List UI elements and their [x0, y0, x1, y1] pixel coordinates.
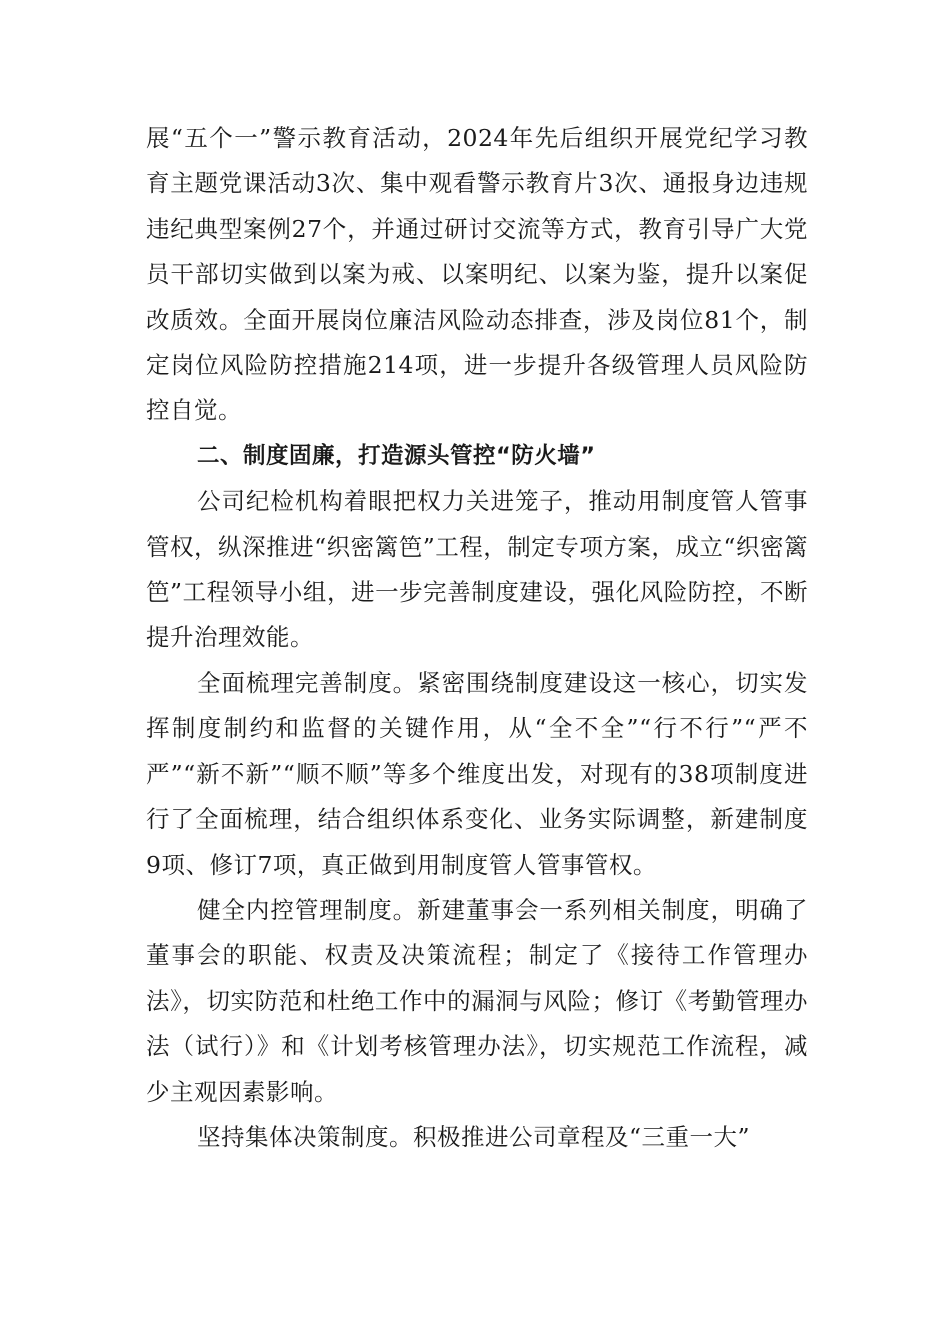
body-paragraph-1: 展“五个一”警示教育活动，2024年先后组织开展党纪学习教育主题党课活动3次、集中观看警示教育片3次、通报身边违规违纪典型案例27个，并通过研讨交流等方式，教育引导广大党员干部切实做到以案为戒、以案明纪、以案为鉴，提升以案促改质效。全面开展岗位廉洁风险动态排查，涉及岗位81个，制定岗位风险防控措施214项，进一步提升各级管理人员风险防控自觉。: [146, 124, 808, 425]
body-paragraph-2: 公司纪检机构着眼把权力关进笼子，推动用制度管人管事管权，纵深推进“织密篱笆”工程，制定专项方案，成立“织密篱笆”工程领导小组，进一步完善制度建设，强化风险防控，不断提升治理效能。: [146, 487, 808, 652]
body-paragraph-5: 坚持集体决策制度。积极推进公司章程及“三重一大”: [197, 1122, 751, 1151]
document-page: [146, 116, 808, 1160]
section-heading: 二、制度固廉，打造源头管控“防火墙”: [197, 442, 596, 469]
body-paragraph-4: 健全内控管理制度。新建董事会一系列相关制度，明确了董事会的职能、权责及决策流程；制定了《接待工作管理办法》，切实防范和杜绝工作中的漏洞与风险；修订《考勤管理办法（试行）》和《计划考核管理办法》，切实规范工作流程，减少主观因素影响。: [146, 895, 808, 1106]
body-paragraph-3: 全面梳理完善制度。紧密围绕制度建设这一核心，切实发挥制度制约和监督的关键作用，从“全不全”“行不行”“严不严”“新不新”“顺不顺”等多个维度出发，对现有的38项制度进行了全面梳理，结合组织体系变化、业务实际调整，新建制度9项、修订7项，真正做到用制度管人管事管权。: [146, 668, 808, 879]
